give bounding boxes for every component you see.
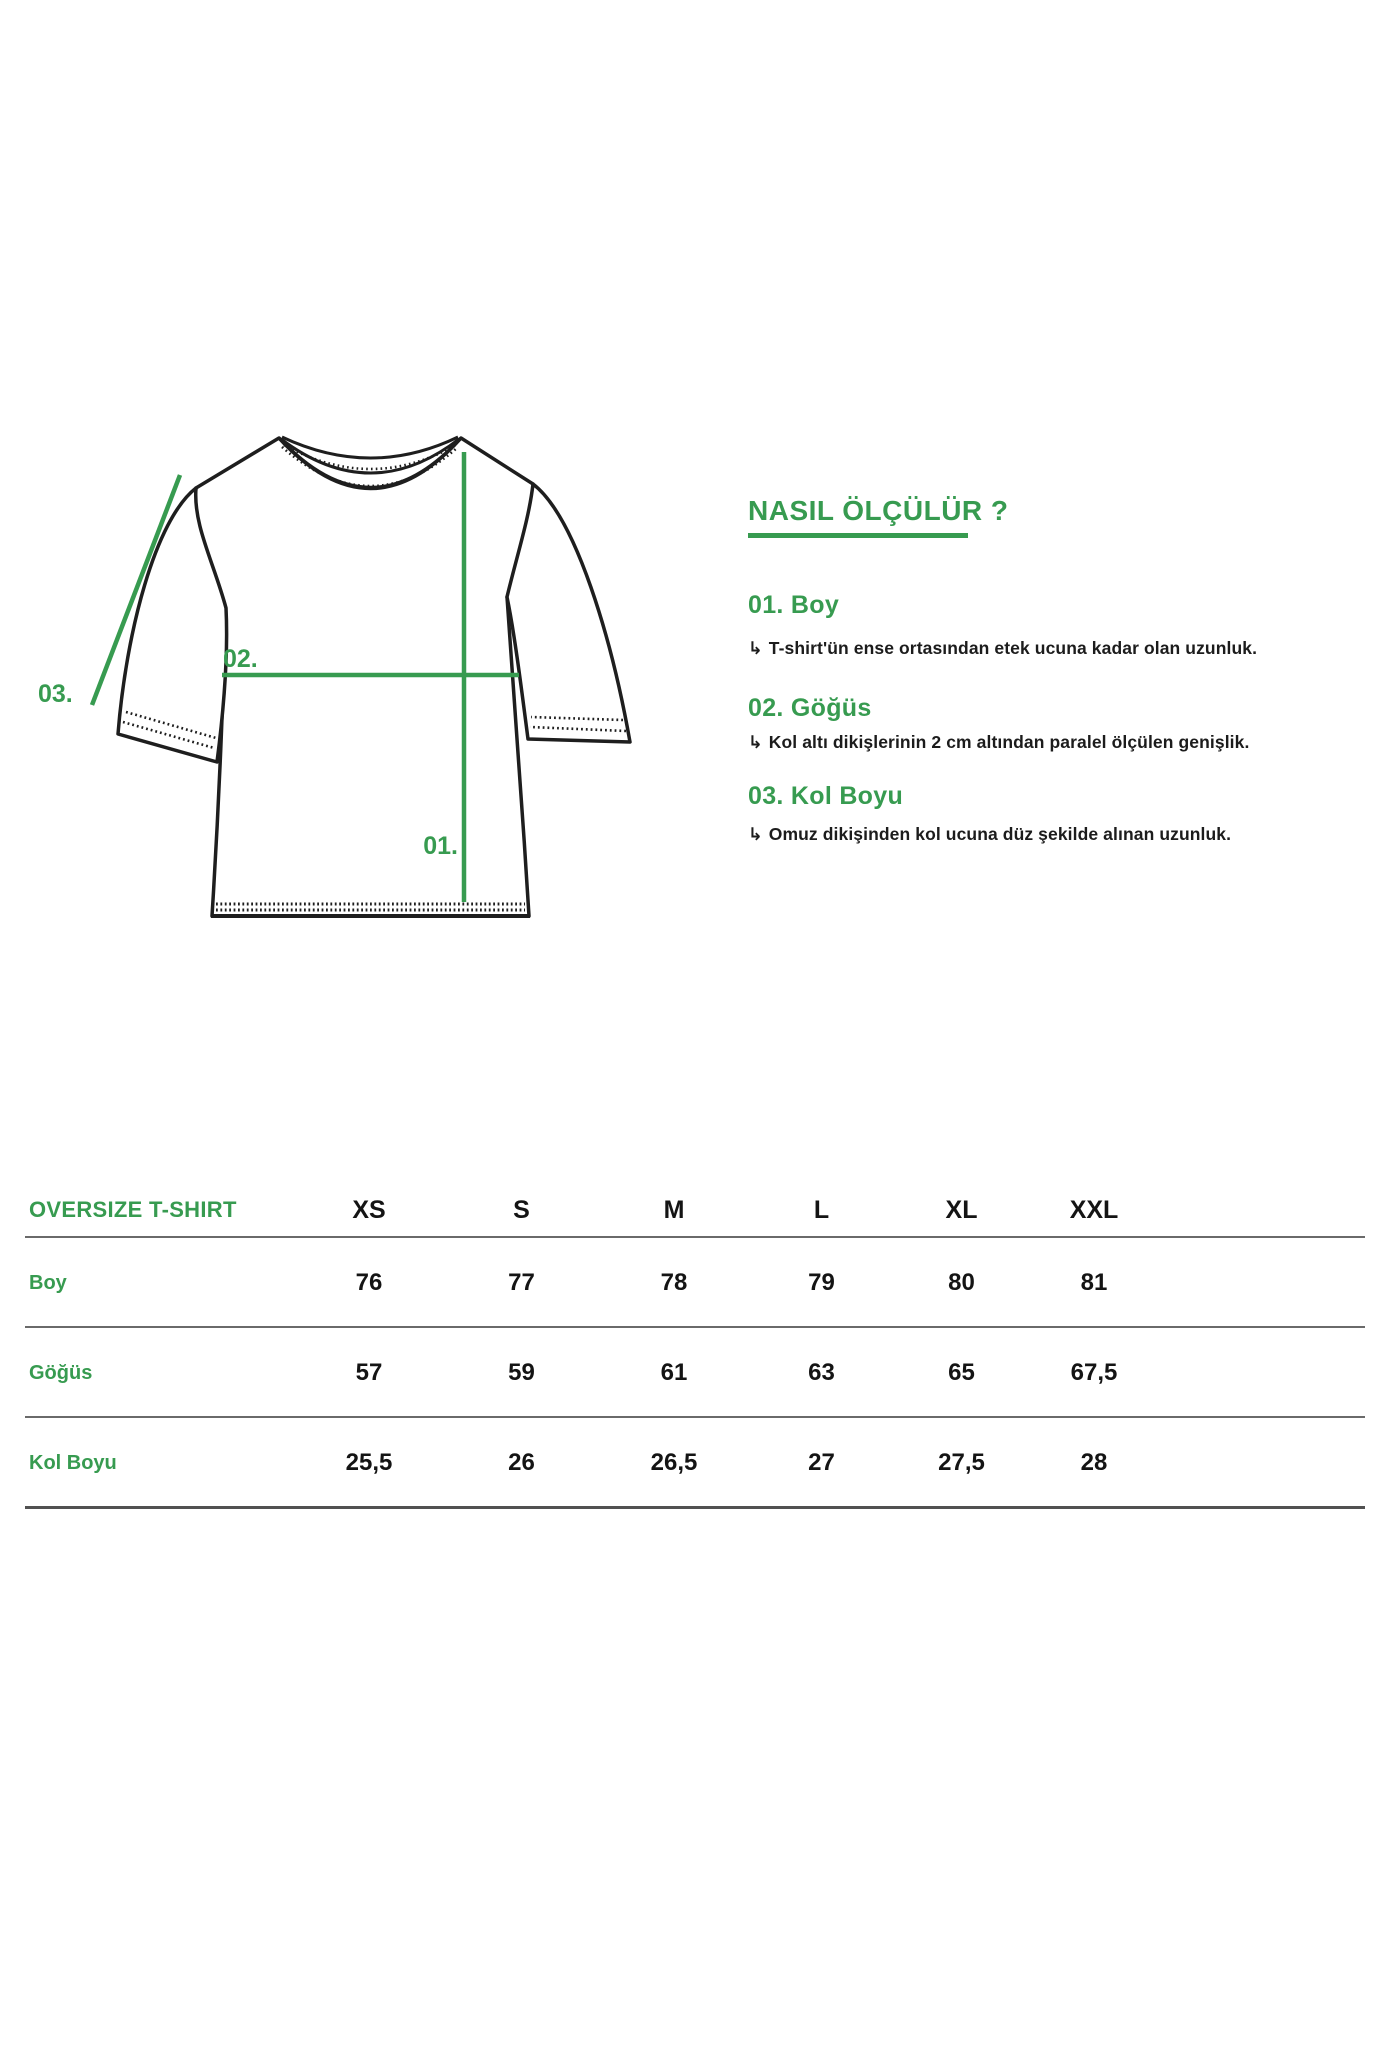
gogus-xs: 57 bbox=[355, 1359, 383, 1386]
row-label-boy: Boy bbox=[29, 1271, 67, 1294]
measure-label-length: 01. bbox=[423, 832, 458, 860]
measure-label-chest: 02. bbox=[223, 645, 258, 673]
boy-xs: 76 bbox=[355, 1269, 383, 1296]
kolboyu-xxl: 28 bbox=[1080, 1449, 1108, 1476]
section-title-boy: 01. Boy bbox=[748, 591, 840, 619]
kolboyu-s: 26 bbox=[508, 1449, 535, 1476]
size-col-l: L bbox=[813, 1195, 830, 1224]
tshirt-right-sleeve bbox=[507, 484, 630, 742]
section-desc-boy bbox=[748, 638, 1257, 659]
row-label-kolboyu: Kol Boyu bbox=[29, 1451, 117, 1474]
gogus-s: 59 bbox=[508, 1359, 535, 1386]
gogus-m: 61 bbox=[660, 1359, 688, 1386]
title-underline bbox=[748, 533, 968, 538]
section-desc-boy-text: T-shirt'ün ense ortasından etek ucuna kadar olan uzunluk. bbox=[768, 638, 1258, 658]
product-label: OVERSIZE T-SHIRT bbox=[29, 1197, 237, 1222]
row-label-gogus: Göğüs bbox=[29, 1361, 93, 1384]
size-table-header-row bbox=[25, 1188, 1365, 1232]
table-row-gogus bbox=[25, 1351, 1365, 1395]
size-col-m: M bbox=[663, 1195, 685, 1224]
kolboyu-xl: 27,5 bbox=[938, 1449, 985, 1476]
section-desc-gogus-text: Kol altı dikişlerinin 2 cm altından paralel ölçülen genişlik. bbox=[768, 732, 1250, 752]
table-divider bbox=[25, 1236, 1365, 1238]
table-row-boy bbox=[25, 1261, 1365, 1305]
kolboyu-l: 27 bbox=[808, 1449, 835, 1476]
boy-s: 77 bbox=[508, 1269, 535, 1296]
return-arrow-icon: ↳ bbox=[748, 638, 763, 658]
boy-m: 78 bbox=[660, 1269, 688, 1296]
gogus-xxl: 67,5 bbox=[1070, 1359, 1118, 1386]
table-divider bbox=[25, 1416, 1365, 1418]
return-arrow-icon: ↳ bbox=[748, 732, 763, 752]
gogus-xl: 65 bbox=[948, 1359, 975, 1386]
section-desc-gogus bbox=[748, 732, 1249, 753]
kolboyu-xs: 25,5 bbox=[345, 1449, 393, 1476]
tshirt-diagram bbox=[30, 405, 690, 965]
measure-label-sleeve: 03. bbox=[38, 680, 73, 708]
gogus-l: 63 bbox=[808, 1359, 835, 1386]
table-bottom-divider bbox=[25, 1506, 1365, 1509]
table-divider bbox=[25, 1326, 1365, 1328]
boy-xxl: 81 bbox=[1080, 1269, 1108, 1296]
section-title-gogus: 02. Göğüs bbox=[748, 694, 872, 722]
table-row-kolboyu bbox=[25, 1441, 1365, 1485]
section-desc-kolboyu bbox=[748, 824, 1231, 845]
kolboyu-m: 26,5 bbox=[650, 1449, 698, 1476]
size-col-s: S bbox=[513, 1195, 530, 1224]
how-to-measure-title: NASIL ÖLÇÜLÜR ? bbox=[748, 495, 1009, 526]
size-col-xs: XS bbox=[352, 1195, 386, 1224]
boy-xl: 80 bbox=[948, 1269, 975, 1296]
size-col-xl: XL bbox=[945, 1195, 978, 1224]
size-col-xxl: XXL bbox=[1069, 1195, 1119, 1224]
section-desc-kolboyu-text: Omuz dikişinden kol ucuna düz şekilde alınan uzunluk. bbox=[768, 824, 1232, 844]
boy-l: 79 bbox=[808, 1269, 835, 1296]
return-arrow-icon: ↳ bbox=[748, 824, 763, 844]
section-title-kolboyu: 03. Kol Boyu bbox=[748, 782, 904, 810]
